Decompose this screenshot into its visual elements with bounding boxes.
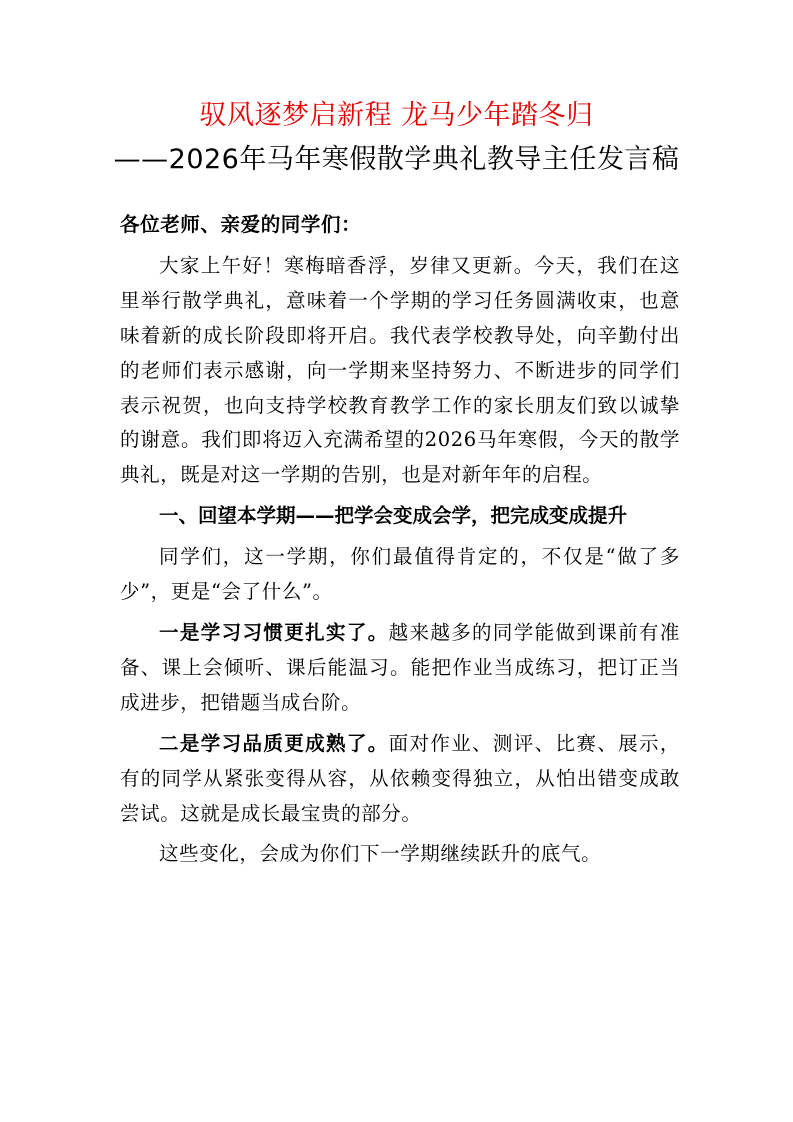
- paragraph-closing: 这些变化，会成为你们下一学期继续跃升的底气。: [159, 842, 602, 866]
- point-1-text: 越来越多的同学能做到课前有准备、课上会倾听、课后能温习。能把作业当成练习，把订正当成进步，把错题当成台阶。: [120, 620, 680, 714]
- salutation: 各位老师、亲爱的同学们：: [120, 213, 362, 236]
- point-2-text: 面对作业、测评、比赛、展示，有的同学从紧张变得从容，从依赖变得独立，从怕出错变成敢尝试。这就是成长最宝贵的部分。: [120, 731, 680, 825]
- point-2-lead: 二是学习品质更成熟了。: [159, 731, 389, 755]
- paragraph-intro: 同学们，这一学期，你们最值得肯定的，不仅是“做了多少”，更是“会了什么”。: [120, 545, 680, 604]
- section-heading: 一、回望本学期——把学会变成会学，把完成变成提升: [159, 504, 628, 528]
- document-subtitle: ——2026年马年寒假散学典礼教导主任发言稿: [113, 144, 680, 175]
- document-body: [120, 208, 680, 872]
- paragraph-point-1: [120, 616, 680, 721]
- paragraph-opening: 大家上午好！寒梅暗香浮，岁律又更新。今天，我们在这里举行散学典礼，意味着一个学期的学习任务圆满收束，也意味着新的成长阶段即将开启。我代表学校教导处，向辛勤付出的老师们表示感谢，向一学期来坚持努力、不断进步的同学们表示祝贺，也向支持学校教育教学工作的家长朋友们致以诚挚的谢意。我们即将迈入充满希望的2026马年寒假，今天的散学典礼，既是对这一学期的告别，也是对新年年的启程。: [120, 253, 680, 487]
- document-title: 驭风逐梦启新程 龙马少年踏冬归: [199, 100, 594, 131]
- point-1-lead: 一是学习习惯更扎实了。: [159, 620, 389, 644]
- paragraph-point-2: [120, 727, 680, 832]
